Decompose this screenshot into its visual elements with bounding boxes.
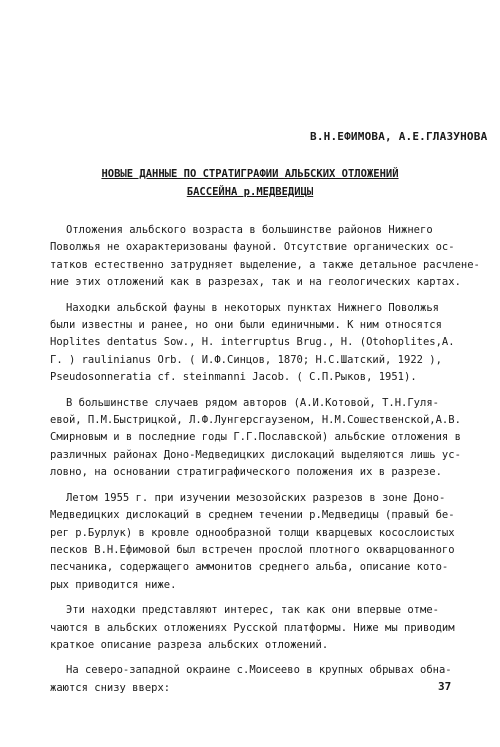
text-line: различных районах Доно-Медведицких дислокаций выделяются лишь ус- <box>50 448 461 461</box>
text-line: Г. ) raulinianus Orb. ( И.Ф.Синцов, 1870; Н.С.Шатский, 1922 ), <box>50 353 442 366</box>
text-line: Отложения альбского возраста в большинстве районов Нижнего <box>66 224 433 236</box>
text-line: песчаника, содержащего аммонитов среднего альба, описание кото- <box>50 561 449 574</box>
text-line: рых приводится ниже. <box>50 578 177 591</box>
page-number: 37 <box>438 680 452 693</box>
text-line: рег р.Бурлук) в кровле однообразной толщи кварцевых косослоистых <box>50 526 455 539</box>
text-line: В большинстве случаев рядом авторов (А.И.Котовой, Т.Н.Гуля- <box>66 396 439 409</box>
text-line: ние этих отложений как в разрезах, так и на геологических картах. <box>50 276 461 289</box>
text-line: песков В.Н.Ефимовой был встречен прослой плотного окварцованного <box>50 543 455 556</box>
title-line-1: НОВЫЕ ДАННЫЕ ПО СТРАТИГРАФИИ АЛЬБСКИХ ОТЛОЖЕНИЙ <box>101 168 399 180</box>
text-line: татков естественно затрудняет выделение, а также детальное расчлене- <box>50 258 480 271</box>
text-line: Эти находки представляют интерес, так как они впервые отме- <box>66 604 439 617</box>
text-line: ловно, на основании стратиграфического положения их в разрезе. <box>50 466 442 479</box>
text-line: Hoplites dentatus Sow., H. interruptus Brug., H. (Otohoplites,A. <box>50 336 455 349</box>
text-line: краткое описание разреза альбских отложений. <box>50 638 329 651</box>
text-line: Поволжья не охарактеризованы фауной. Отсутствие органических ос- <box>50 241 455 254</box>
text-line: На северо-западной окраине с.Моисеево в крупных обрывах обна- <box>66 664 452 677</box>
text-line: Находки альбской фауны в некоторых пунктах Нижнего Поволжья <box>66 301 439 314</box>
text-line: Смирновым и в последние годы Г.Г.Пославской) альбские отложения в <box>50 431 461 444</box>
text-line: чаются в альбских отложениях Русской платформы. Ниже мы приводим <box>50 621 455 634</box>
authors: В.Н.ЕФИМОВА, А.Е.ГЛАЗУНОВА <box>310 130 488 143</box>
text-line: евой, П.М.Быстрицкой, Л.Ф.Лунгерсгаузеном, Н.М.Сошественской,А.В. <box>50 414 461 427</box>
text-line: были известны и ранее, но они были единичными. К ним относятся <box>50 319 442 332</box>
text-line: Pseudosonneratia cf. steinmanni Jacob. ( С.П.Рыков, 1951). <box>50 371 417 384</box>
body-text <box>50 222 480 697</box>
title-line-2: БАССЕЙНА р.МЕДВЕДИЦЫ <box>186 186 314 198</box>
text-line: жаются снизу вверх: <box>50 681 171 694</box>
text-line: Медведицких дислокаций в среднем течении р.Медведицы (правый бе- <box>50 509 455 522</box>
text-line: Летом 1955 г. при изучении мезозойских разрезов в зоне Доно- <box>66 491 446 504</box>
